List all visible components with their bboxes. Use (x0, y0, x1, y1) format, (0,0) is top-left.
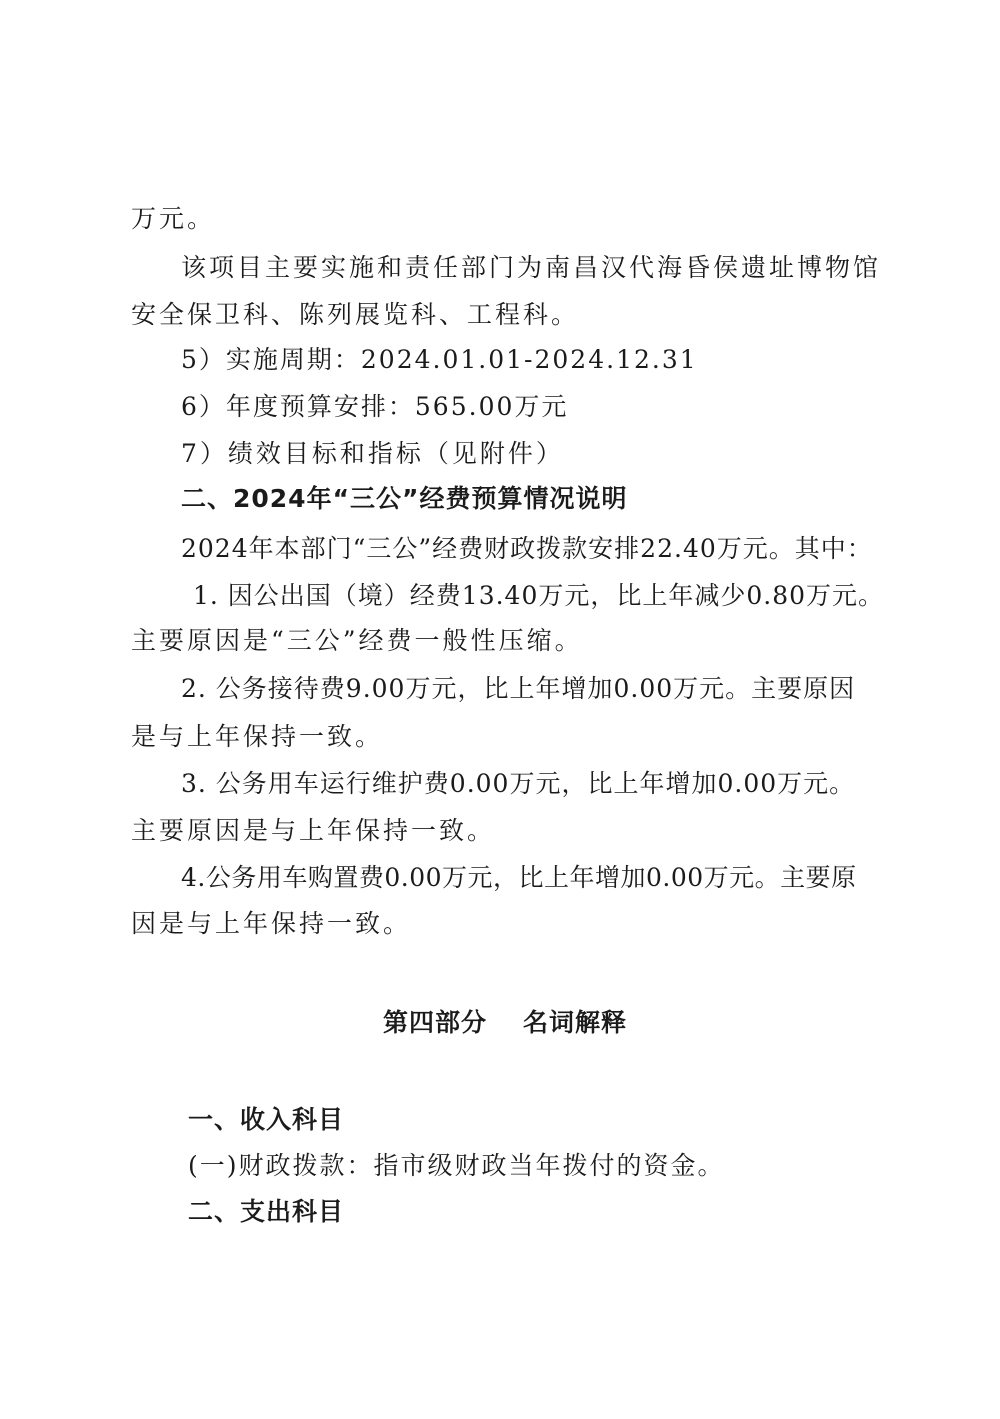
text-line: (一)财政拨款：指市级财政当年拨付的资金。 (188, 1151, 725, 1180)
section-heading: 二、2024年“三公”经费预算情况说明 (181, 484, 628, 513)
part-title (383, 1007, 627, 1039)
text-line: 主要原因是“三公”经费一般性压缩。 (131, 626, 583, 655)
text-line: 1. 因公出国（境）经费13.40万元，比上年减少0.80万元。 (193, 581, 885, 610)
subsection-heading: 一、收入科目 (188, 1105, 345, 1134)
text-line: 3. 公务用车运行维护费0.00万元，比上年增加0.00万元。 (181, 769, 856, 798)
text-line: 6）年度预算安排：565.00万元 (181, 392, 569, 421)
text-line: 该项目主要实施和责任部门为南昌汉代海昏侯遗址博物馆 (181, 253, 882, 282)
text-line: 2. 公务接待费9.00万元，比上年增加0.00万元。主要原因 (181, 674, 856, 703)
text-line: 4.公务用车购置费0.00万元，比上年增加0.00万元。主要原 (181, 863, 857, 892)
text-line: 是与上年保持一致。 (131, 722, 384, 751)
part-number: 第四部分 (383, 1008, 488, 1037)
text-line: 安全保卫科、陈列展览科、工程科。 (131, 300, 580, 329)
part-name: 名词解释 (523, 1008, 628, 1037)
text-line: 主要原因是与上年保持一致。 (131, 816, 496, 845)
subsection-heading: 二、支出科目 (188, 1197, 345, 1226)
text-line: 2024年本部门“三公”经费财政拨款安排22.40万元。其中： (181, 534, 873, 563)
text-line: 万元。 (131, 204, 216, 233)
text-line: 5）实施周期：2024.01.01-2024.12.31 (181, 345, 698, 374)
text-line: 因是与上年保持一致。 (131, 909, 412, 938)
text-line: 7）绩效目标和指标（见附件） (181, 439, 564, 468)
